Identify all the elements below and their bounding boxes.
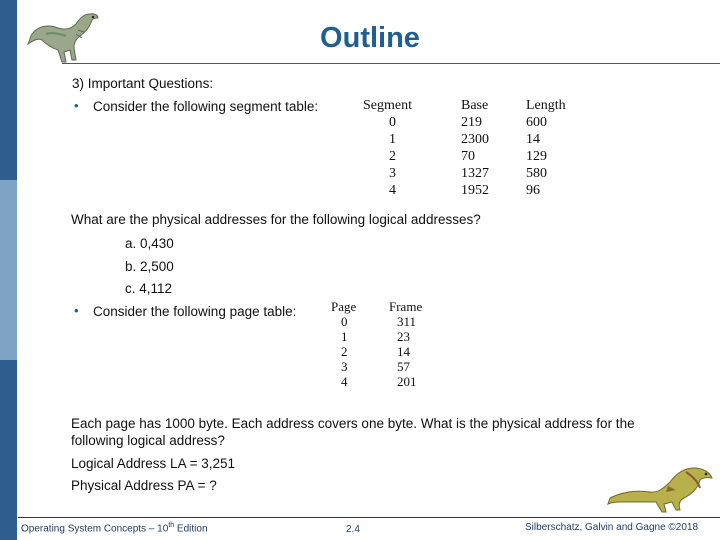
page-cell: 2 — [341, 344, 348, 359]
frame-cell: 201 — [397, 374, 417, 389]
page-cell: 0 — [341, 314, 348, 329]
segment-cell: 3 — [389, 166, 396, 181]
segment-cell: 1 — [389, 132, 396, 147]
segment-table-header — [363, 97, 586, 114]
table-row — [331, 359, 439, 374]
segment-cell: 4 — [389, 183, 396, 198]
frame-cell: 23 — [397, 329, 410, 344]
segment-cell: 0 — [389, 115, 396, 130]
bullet-dot-icon: • — [74, 98, 79, 113]
length-cell: 580 — [526, 166, 547, 181]
table-row — [363, 165, 586, 182]
title-divider — [62, 63, 720, 64]
length-cell: 96 — [526, 183, 540, 198]
table-row — [331, 344, 439, 359]
frame-cell: 311 — [397, 314, 417, 329]
page-header-page: Page — [331, 299, 357, 314]
sidebar-block-bottom — [0, 360, 17, 540]
bullet-segment-text: Consider the following segment table: — [93, 99, 319, 114]
physical-address-text: Physical Address PA = ? — [71, 478, 217, 493]
base-cell: 1952 — [461, 183, 489, 198]
frame-cell: 57 — [397, 359, 410, 374]
segment-header-length: Length — [526, 98, 566, 113]
footer-authors: Silberschatz, Galvin and Gagne ©2018 — [525, 522, 699, 533]
table-row — [363, 131, 586, 148]
page-cell: 4 — [341, 374, 348, 389]
bullet-page-text: Consider the following page table: — [93, 304, 297, 319]
page-table — [331, 299, 439, 389]
address-item-c: c. 4,112 — [125, 281, 173, 296]
table-row — [363, 182, 586, 199]
sidebar-band — [0, 0, 17, 540]
page-header-frame: Frame — [389, 299, 423, 314]
length-cell: 600 — [526, 115, 547, 130]
segment-header-base: Base — [461, 98, 489, 113]
footer-divider — [18, 517, 720, 518]
segment-cell: 2 — [389, 149, 396, 164]
page-cell: 1 — [341, 329, 348, 344]
bullet-dot-icon: • — [74, 303, 79, 318]
page-cell: 3 — [341, 359, 348, 374]
sidebar-block-top — [0, 0, 17, 180]
address-item-b: b. 2,500 — [125, 259, 174, 274]
base-cell: 70 — [461, 149, 475, 164]
base-cell: 1327 — [461, 166, 489, 181]
table-row — [363, 148, 586, 165]
page-table-header — [331, 299, 439, 314]
section-heading: 3) Important Questions: — [72, 76, 214, 91]
sidebar-block-middle — [0, 180, 17, 360]
dinosaur-logo-top — [24, 4, 110, 66]
frame-cell: 14 — [397, 344, 410, 359]
footer-edition-sup: th — [168, 522, 175, 529]
table-row — [331, 329, 439, 344]
table-row — [331, 374, 439, 389]
question-text: What are the physical addresses for the following logical addresses? — [71, 212, 481, 227]
page-description-line1: Each page has 1000 byte. Each address covers one byte. What is the physical address for the — [71, 416, 635, 431]
address-item-a: a. 0,430 — [125, 236, 174, 251]
segment-header-segment: Segment — [363, 98, 412, 113]
base-cell: 219 — [461, 115, 482, 130]
footer-book-title-text: Operating System Concepts – 10 — [21, 523, 169, 535]
footer-page-number: 2.4 — [346, 524, 360, 535]
base-cell: 2300 — [461, 132, 489, 147]
footer-edition-suffix: Edition — [174, 523, 208, 535]
footer-book-title — [21, 522, 208, 534]
table-row — [363, 114, 586, 131]
segment-table — [363, 97, 586, 199]
slide-title: Outline — [320, 22, 420, 54]
length-cell: 129 — [526, 149, 547, 164]
length-cell: 14 — [526, 132, 540, 147]
page-description-line2: following logical address? — [71, 433, 225, 448]
logical-address-text: Logical Address LA = 3,251 — [71, 456, 235, 471]
table-row — [331, 314, 439, 329]
dinosaur-logo-bottom — [606, 462, 718, 516]
